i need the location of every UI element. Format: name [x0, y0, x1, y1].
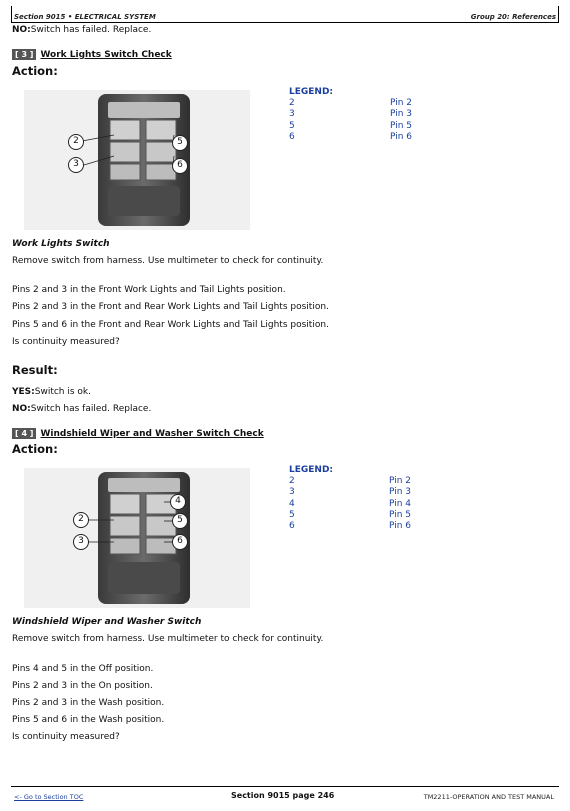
step4-heading [12, 421, 264, 440]
legend-key: 2 [289, 98, 295, 108]
legend-key: 5 [289, 509, 295, 520]
step4-legend-keys [289, 476, 295, 532]
step3-result-heading: Result: [12, 363, 58, 377]
wiper-switch-photo [24, 468, 250, 608]
header-rule [11, 22, 559, 23]
page-number: Section 9015 page 246 [231, 791, 335, 800]
section-toc-link[interactable]: <- Go to Section TOC [14, 793, 84, 801]
no-text: Switch has failed. Replace. [30, 25, 152, 35]
step3-line: Pins 2 and 3 in the Front and Rear Work Lights and Tail Lights position. [12, 302, 329, 312]
step3-heading [12, 42, 172, 61]
step4-badge: [ 4 ] [12, 428, 36, 439]
top-no-line [12, 25, 151, 35]
step3-question: Is continuity measured? [12, 337, 120, 347]
step3-action-heading: Action: [12, 64, 58, 78]
callout-6: 6 [177, 160, 183, 170]
step3-line: Pins 2 and 3 in the Front Work Lights and Tail Lights position. [12, 285, 286, 295]
legend-key: 6 [289, 131, 295, 142]
step4-caption: Windshield Wiper and Washer Switch [12, 617, 202, 627]
work-lights-switch-photo [24, 90, 250, 230]
legend-key: 3 [289, 487, 295, 498]
section-header: Section 9015 • ELECTRICAL SYSTEM [14, 13, 156, 21]
legend-value: Pin 5 [389, 509, 412, 520]
step3-title[interactable]: Work Lights Switch Check [40, 50, 172, 60]
callout-3: 3 [78, 536, 84, 546]
step4-line: Pins 2 and 3 in the On position. [12, 681, 153, 691]
group-header: Group 20: References [470, 13, 556, 21]
yes-label: YES: [12, 387, 35, 397]
callout-3: 3 [73, 159, 79, 169]
step4-instruction: Remove switch from harness. Use multimeter to check for continuity. [12, 634, 324, 644]
legend-value: Pin 6 [390, 131, 413, 142]
switch-photo-art [24, 90, 250, 230]
step3-badge: [ 3 ] [12, 49, 36, 60]
legend-value: Pin 4 [389, 498, 412, 509]
no-label: NO: [12, 404, 31, 414]
step4-action-heading: Action: [12, 442, 58, 456]
step4-title[interactable]: Windshield Wiper and Washer Switch Check [40, 429, 264, 439]
legend-key: 6 [289, 521, 295, 532]
header-right-edge [558, 6, 559, 22]
step3-yes-line [12, 387, 91, 397]
step4-legend-values [389, 476, 411, 532]
callout-6: 6 [177, 536, 183, 546]
legend-value: Pin 6 [389, 521, 412, 532]
step4-line: Pins 2 and 3 in the Wash position. [12, 698, 165, 708]
callout-2: 2 [78, 514, 84, 524]
legend-key: 2 [289, 476, 295, 486]
footer-rule [11, 786, 559, 787]
callout-4: 4 [175, 496, 181, 506]
step4-line: Pins 5 and 6 in the Wash position. [12, 715, 165, 725]
header-left-edge [11, 6, 12, 22]
step4-legend-title: LEGEND: [289, 465, 334, 475]
legend-key: 3 [289, 109, 295, 120]
legend-value: Pin 2 [390, 98, 413, 108]
legend-value: Pin 2 [389, 476, 412, 486]
step3-caption: Work Lights Switch [12, 239, 110, 249]
callout-5: 5 [177, 515, 183, 525]
legend-value: Pin 5 [390, 120, 413, 131]
step3-line: Pins 5 and 6 in the Front and Rear Work Lights and Tail Lights position. [12, 320, 329, 330]
manual-title: TM2211-OPERATION AND TEST MANUAL [423, 793, 554, 801]
no-label: NO: [12, 25, 31, 35]
legend-value: Pin 3 [389, 487, 412, 498]
callout-5: 5 [177, 137, 183, 147]
step3-legend-values [390, 98, 412, 143]
step3-no-line [12, 404, 151, 414]
step3-instruction: Remove switch from harness. Use multimeter to check for continuity. [12, 256, 324, 266]
step4-question: Is continuity measured? [12, 732, 120, 742]
legend-key: 5 [289, 120, 295, 131]
switch-photo-art [24, 468, 250, 608]
legend-key: 4 [289, 498, 295, 509]
no-text: Switch has failed. Replace. [30, 404, 152, 414]
step3-legend-title: LEGEND: [289, 87, 334, 97]
legend-value: Pin 3 [390, 109, 413, 120]
callout-2: 2 [73, 136, 79, 146]
step3-legend-keys [289, 98, 295, 143]
yes-text: Switch is ok. [34, 387, 91, 397]
step4-line: Pins 4 and 5 in the Off position. [12, 664, 154, 674]
